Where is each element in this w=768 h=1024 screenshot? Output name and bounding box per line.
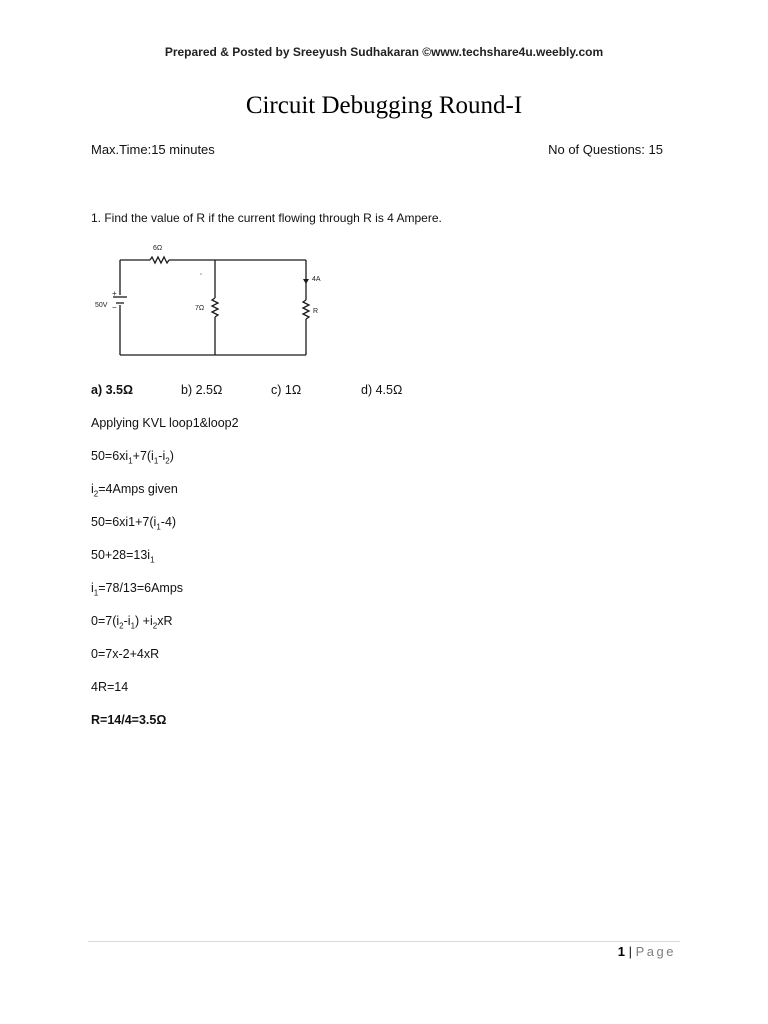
option-b: b) 2.5Ω bbox=[181, 383, 223, 397]
option-d: d) 4.5Ω bbox=[361, 383, 403, 397]
solution-line-8: 0=7x-2+4xR bbox=[91, 647, 160, 661]
resistor-7ohm bbox=[212, 298, 218, 317]
solution-line-7: $0=7(i_2-i_1) +i_2xR$ bbox=[91, 614, 173, 631]
stray-dot bbox=[200, 273, 201, 274]
question-text: 1. Find the value of R if the current flowing through R is 4 Ampere. bbox=[91, 211, 442, 225]
footer-separator: | bbox=[628, 944, 632, 959]
option-a: a) 3.5Ω bbox=[91, 383, 133, 397]
solution-line-6: $i_1=78/13=6Amps$ bbox=[91, 581, 184, 598]
current-arrow-icon bbox=[303, 279, 309, 284]
solution-line-1: Applying KVL loop1&loop2 bbox=[91, 416, 239, 430]
max-time: Max.Time:15 minutes bbox=[91, 142, 215, 157]
circuit-diagram bbox=[92, 240, 332, 365]
solution-final-answer: R=14/4=3.5Ω bbox=[91, 713, 167, 727]
page-number: 1 bbox=[617, 944, 625, 959]
page-label: Page bbox=[635, 944, 676, 959]
solution-line-9: 4R=14 bbox=[91, 680, 129, 694]
label-7ohm: 7Ω bbox=[195, 305, 205, 312]
footer-divider bbox=[88, 941, 680, 942]
page-footer bbox=[618, 944, 676, 959]
label-r: R bbox=[313, 308, 319, 315]
resistor-6ohm bbox=[150, 257, 169, 263]
battery-plus-sign: + bbox=[112, 289, 117, 298]
solution-line-5: $50+28=13i_1$ bbox=[91, 548, 155, 565]
page-title: Circuit Debugging Round-I bbox=[245, 92, 523, 119]
header-attribution: Prepared & Posted by Sreeyush Sudhakaran ©www.techshare4u.weebly.com bbox=[164, 45, 604, 59]
answer-options bbox=[91, 383, 511, 401]
label-50v: 50V bbox=[95, 302, 108, 309]
label-6ohm: 6Ω bbox=[153, 245, 163, 252]
solution-line-2: $50=6xi_1+7(i_1-i_2)$ bbox=[91, 449, 174, 466]
option-c: c) 1Ω bbox=[271, 383, 302, 397]
solution-line-4: $50=6xi1+7(i_1-4)$ bbox=[91, 515, 177, 532]
solution-line-3: $i_2=4Amps$ given bbox=[91, 482, 178, 499]
label-4a: 4A bbox=[312, 276, 321, 283]
question-count: No of Questions: 15 bbox=[548, 142, 663, 157]
battery-minus-sign: − bbox=[112, 303, 117, 312]
resistor-r bbox=[303, 300, 309, 319]
